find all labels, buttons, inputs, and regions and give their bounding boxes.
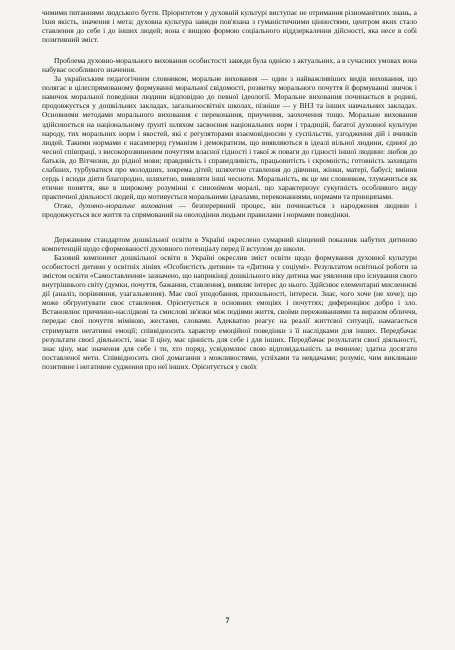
page-number: 7	[225, 616, 230, 625]
paragraph-3: За українським педагогічним словником, моральне виховання — один з найважливіших видів виховання, що полягає в цілеспрямованому формуванні моральної свідомості, розвитку морального почуття й формуванні звичок і навичок моральної поведінки людини відповідно до певної ідеології. Моральне виховання починається в родині, продовжується у дошкільних закладах, загальноосвітніх школах, пізніше — у ВНЗ та інших навчальних закладах. Основними методами морального виховання є переконання, приучення, заохочення тощо. Моральне виховання здійснюється на національному ґрунті шляхом засвоєння національних норм і традицій, багатої духовної культури народу, тих моральних норм і якостей, які є регуляторами взаємовідносин у суспільстві, узгодження дій і вчинків людей. Такими нормами є насамперед гуманізм і демократизм, що виявляються в ідеалі вільної людини, єдиної до чесної співпраці, з високорозвиненим почуттям власної гідності і такої ж поваги до гідності іншої людини: любов до батьків, до Вітчизни, до рідної мови; правдивість і справедливість, працьовитість і скромність; готовність захищати слабших, турбуватися про молодших, зокрема дітей; шляхетне ставлення до дівчини, жінки, матері, бабусі; вміння сердь і всюди діяти благородно, шляхетно, виявляти інші чесноти. Моральність, як це ми словником, тлумачиться як етичне поняття, яке в широкому розумінні є синонімом моралі, що характеризує сукупність особливого виду практичної діяльності людей, що мотивується моральними ідеалами, переконаннями, нормами та принципами.	[42, 74, 417, 201]
paragraph-4	[42, 201, 417, 219]
paragraph-4-text: — безперервний процес, він починається з народження людини і продовжується все життя та спрямований на оволодіння людьми правилами і нормами поведінки.	[42, 200, 417, 219]
paragraph-5: Державним стандартом дошкільної освіти в Україні окреслено сумарний кінцевий показник набутих дитиною компетенцій щодо сформованості духовного потенціалу перед її вступом до школи.	[42, 235, 417, 254]
paragraph-1: чимими питаннями людського буття. Пріоритетом у духовній культурі виступає не отримання різноманітних знань, а їхня якість, значення і мета; духовна культура завжди пов'язана з гуманістичними цінностями, центром яких стало ставлення до себе і до інших людей; вона є вищою формою соціального віддзеркалення дійсності, яка несе в собі позитивний зміст.	[42, 8, 417, 45]
paragraph-6: Базовий компонент дошкільної освіти в Україні окреслив зміст освіти щодо формування духовної культури особистості дитини у освітніх лініях «Особистість дитини» та «Дитина у соціумі». Результатом освітньої роботи за змістом освіти «Самоставлення» зазначено, що наприкінці дошкільного віку дитина має уявлення про існування свого внутрішнього світу (думки, почуття, бажання, ставлення), виявляє інтерес до нього. Здійснює елементарні мисленнєві дії (аналіз, порівняння, узагальнення). Має свої уподобання, прихильності, інтереси. Знає, чого хоче (не хоче); що може обгрунтувати своє ставлення. Орієнтується в основних емоціях і почуттях; диференціює добро і зло. Встановлює причинно-наслідкові та смислові зв'язки між подіями життя, своїми переживаннями та виразом обличчя, передає свої почуття мімікою, жестами, словами. Адекватно реагує на реалії життєвої ситуації, намагається стримувати негативні емоції; співвідносить характер емоційної поведінки з її наслідками для інших. Передбачає результати своєї діяльності, знає її ціну, має цінність для себе і для інших. Передбачає результати своєї діяльності, знає ціну, має значення для себе і ти, хто поряд, усвідомлює свою відповідальність за вчинене; здатна досягати поставленої мети. Співвідносить свої домагання з можливостями, успіхами та невдачами; розуміє, чим викликане позитивне і негативне судження про неї інших. Орієнтується у своїх	[42, 253, 417, 371]
paragraph-4-lead: Отже,	[54, 200, 79, 210]
paragraph-2: Проблема духовно-морального виховання особистості завжди була однією з актуальних, а в сучасних умовах вона набуває особливого значення.	[42, 56, 417, 75]
paragraph-4-emphasis: духовно-моральне виховання	[78, 200, 173, 210]
